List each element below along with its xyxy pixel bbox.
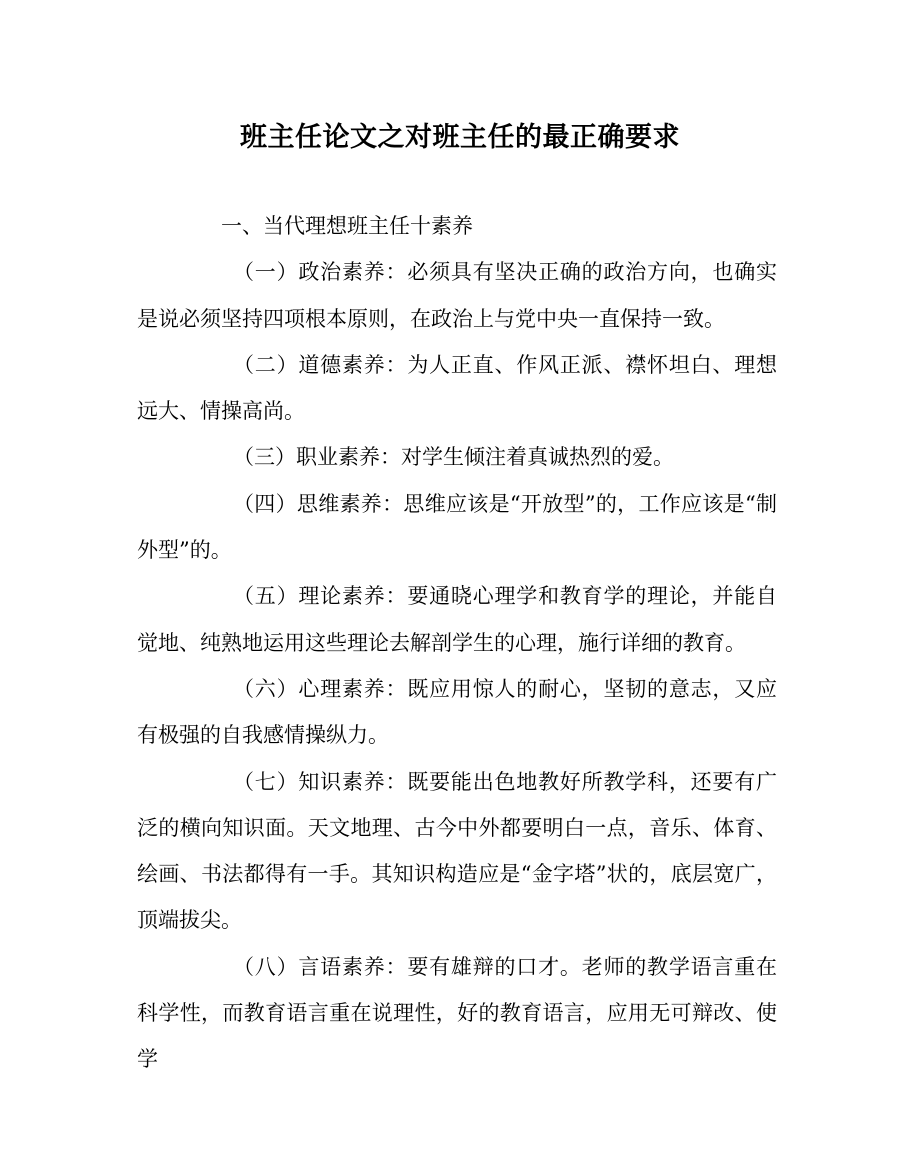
paragraph-professional: （三）职业素养：对学生倾注着真诚热烈的爱。 [233,445,674,470]
paragraph-moral: （二）道德素养：为人正直、作风正派、襟怀坦白、理想远大、情操高尚。 [137,352,777,424]
paragraph-knowledge: （七）知识素养：既要能出色地教好所教学科，还要有广泛的横向知识面。天文地理、古今中外都要明白一点，音乐、体育、绘画、书法都得有一手。其知识构造应是“金字塔”状的，底层宽广，顶端拔尖。 [137,769,777,933]
paragraph-theory: （五）理论素养：要通晓心理学和教育学的理论，并能自觉地、纯熟地运用这些理论去解剖学生的心理，施行详细的教育。 [137,584,777,655]
document-title: 班主任论文之对班主任的最正确要求 [240,122,680,153]
paragraph-thinking: （四）思维素养：思维应该是“开放型”的，工作应该是“制外型”的。 [137,491,777,563]
section-heading: 一、当代理想班主任十素养 [221,214,473,238]
paragraph-political: （一）政治素养：必须具有坚决正确的政治方向，也确实是说必须坚持四项根本原则，在政治上与党中央一直保持一致。 [137,260,777,331]
paragraph-psychology: （六）心理素养：既应用惊人的耐心，坚韧的意志，又应有极强的自我感情操纵力。 [137,676,777,748]
paragraph-language: （八）言语素养：要有雄辩的口才。老师的教学语言重在科学性，而教育语言重在说理性，好的教育语言，应用无可辩改、使学 [137,954,777,1072]
document-body [137,203,777,1083]
